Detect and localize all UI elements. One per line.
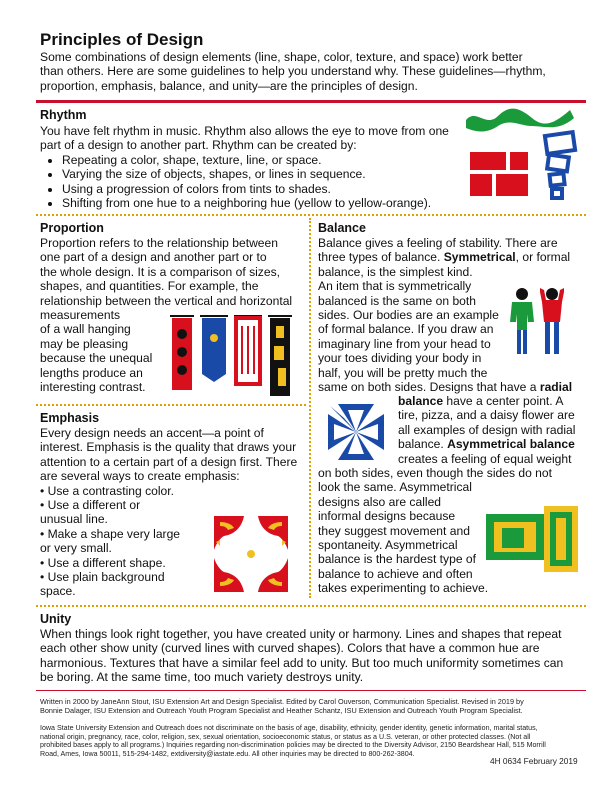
proportion-line: measurements — [40, 308, 120, 323]
section-divider — [36, 214, 586, 216]
balance-line: look the same. Asymmetrical — [318, 480, 472, 495]
radial-term: balance — [398, 394, 444, 408]
wall-hangings-illustration — [168, 312, 296, 398]
balance-line: An item that is symmetrically — [318, 279, 472, 294]
balance-line — [398, 394, 575, 408]
unity-heading: Unity — [40, 612, 72, 626]
credits-line: Bonnie Dalager, ISU Extension and Outreach Youth Program Specialist and Heather Schantz, ISU Extension and Outreach Youth Program Specialist. — [40, 706, 523, 715]
emphasis-line: interest. Emphasis is the quality that draws your — [40, 440, 297, 455]
balance-line: half, you will be pretty much the — [318, 365, 488, 380]
intro-line: proportion, emphasis, balance, and unity—are the principles of design. — [40, 78, 418, 93]
balance-line: designs also are called — [318, 494, 442, 509]
proportion-line: may be pleasing — [40, 336, 129, 351]
rhythm-body — [40, 124, 470, 210]
asymmetrical-term: Asymmetrical balance — [447, 437, 575, 452]
balance-text: balance. — [398, 437, 448, 452]
list-item: • Using a progression of colors from tints to shades. — [62, 182, 470, 196]
symmetrical-figures-illustration — [508, 286, 568, 358]
balance-line: balance is the hardest type of — [318, 552, 476, 567]
proportion-line: of a wall hanging — [40, 322, 131, 337]
proportion-line: shapes, and quantities. For example, the — [40, 279, 259, 294]
emphasis-line: are several ways to create emphasis: — [40, 469, 240, 484]
proportion-line: the whole design. It is a comparison of sizes, — [40, 264, 280, 279]
emphasis-line: or very small. — [40, 541, 112, 556]
list-item: • Varying the size of objects, shapes, or lines in sequence. — [62, 167, 470, 181]
emphasis-line: • Use a contrasting color. — [40, 483, 174, 498]
intro-line: than others. Here are some guidelines to help you understand why. These guidelines—rhythm, — [40, 64, 546, 79]
emphasis-line: • Use a different shape. — [40, 555, 166, 570]
emphasis-heading: Emphasis — [40, 411, 100, 425]
asymmetrical-illustration — [484, 504, 580, 574]
credits-line: Written in 2000 by JaneAnn Stout, ISU Extension Art and Design Specialist. Edited by Carol Ouverson, Communication Specialist. Revised in 2019 by — [40, 697, 524, 706]
balance-line: of formal balance. If you draw an — [318, 322, 494, 337]
rhythm-heading: Rhythm — [40, 108, 87, 122]
publication-code: 4H 0634 February 2019 — [490, 756, 578, 766]
title-divider — [36, 100, 586, 103]
rhythm-line: part of a design to another part. Rhythm can be created by: — [40, 138, 357, 153]
balance-body-radial — [398, 394, 575, 466]
unity-body — [40, 627, 563, 685]
emphasis-line: Every design needs an accent—a point of — [40, 426, 264, 440]
emphasis-line: • Make a shape very large — [40, 526, 181, 541]
unity-line: When things look right together, you have created unity or harmony. Lines and shapes that repeat — [40, 627, 562, 641]
balance-line: informal designs because — [318, 509, 456, 524]
rhythm-list — [40, 153, 470, 211]
balance-line: all examples of design with radial — [398, 422, 576, 437]
unity-line: be boring. At the same time, too much variety destroys unity. — [40, 670, 364, 685]
balance-text: , or formal — [515, 250, 571, 265]
page-title: Principles of Design — [40, 30, 204, 49]
section-divider — [36, 605, 586, 607]
balance-line: balanced is the same on both — [318, 293, 476, 308]
balance-line — [318, 250, 572, 264]
statement-line: national origin, pregnancy, race, color, religion, sex, sexual orientation, socioeconomic status, or status as a U.S. veteran, or other protected classes. (Not all — [40, 732, 531, 741]
credits — [40, 697, 524, 715]
rhythm-illustration — [462, 104, 586, 202]
proportion-line: lengths produce an — [40, 365, 143, 380]
balance-line: takes experimenting to achieve. — [318, 581, 489, 596]
proportion-line: Proportion refers to the relationship between — [40, 236, 278, 250]
intro-paragraph — [40, 50, 580, 93]
radial-term: radial — [539, 380, 573, 395]
section-divider — [36, 404, 306, 406]
intro-line: Some combinations of design elements (line, shape, color, texture, and space) work better — [40, 50, 523, 64]
emphasis-line: • Use plain background — [40, 570, 165, 585]
balance-line: creates a feeling of equal weight — [398, 451, 572, 466]
proportion-line: one part of a design and another part or to — [40, 250, 267, 265]
balance-line: tire, pizza, and a daisy flower are — [398, 408, 575, 423]
balance-line: they suggest movement and — [318, 523, 470, 538]
statement-line: Iowa State University Extension and Outreach does not discriminate on the basis of age, disability, ethnicity, gender identity, genetic information, marital status, — [40, 724, 538, 732]
radial-illustration — [324, 400, 388, 464]
statement-line: prohibited bases apply to all programs.) Inquiries regarding non-discrimination policies may be directed to the Diversity Advisor, 2150 Beardshear Hall, 515 Morrill — [40, 741, 546, 750]
balance-line: spontaneity. Asymmetrical — [318, 538, 458, 553]
nondiscrimination-statement — [40, 724, 546, 758]
balance-line: balance, is the simplest kind. — [318, 264, 473, 279]
balance-line: sides. Our bodies are an example — [318, 308, 499, 323]
balance-text: same on both sides. Designs that have a — [318, 380, 540, 395]
balance-line: Balance gives a feeling of stability. There are — [318, 236, 558, 250]
symmetrical-term: Symmetrical — [443, 250, 516, 265]
balance-line: balance to achieve and often — [318, 566, 473, 581]
unity-line: each other show unity (curved lines with curved shapes). Colors that have a common hue are — [40, 641, 540, 656]
column-divider — [309, 218, 311, 598]
list-item: • Shifting from one hue to a neighboring hue (yellow to yellow-orange). — [62, 196, 470, 210]
emphasis-line: • Use a different or — [40, 498, 141, 513]
list-item: • Repeating a color, shape, texture, line, or space. — [62, 153, 470, 167]
emphasis-line: space. — [40, 584, 76, 599]
emphasis-line: attention to a certain part of a design first. There — [40, 454, 298, 469]
proportion-line: relationship between the vertical and horizontal — [40, 293, 293, 308]
statement-line: Road, Ames, Iowa 50011, 515-294-1482, extdiversity@iastate.edu. All other inquiries may be directed to 800-262-3804. — [40, 749, 415, 758]
balance-line: imaginary line from your head to — [318, 336, 491, 351]
emphasis-line: unusual line. — [40, 512, 108, 527]
proportion-line: because the unequal — [40, 351, 153, 366]
balance-line: on both sides, even though the sides do not — [318, 466, 552, 480]
emphasis-illustration — [206, 512, 296, 596]
balance-heading: Balance — [318, 221, 366, 235]
proportion-heading: Proportion — [40, 221, 104, 235]
balance-text: have a center point. A — [443, 394, 564, 408]
unity-line: harmonious. Textures that have a similar feel add to unity. But too much uniformity sometimes can — [40, 655, 564, 670]
balance-text: three types of balance. — [318, 250, 444, 265]
balance-line: your toes dividing your body in — [318, 351, 482, 366]
balance-line — [318, 380, 572, 394]
balance-line — [398, 437, 575, 451]
footer-divider — [36, 690, 586, 691]
proportion-line: interesting contrast. — [40, 380, 146, 395]
rhythm-line: You have felt rhythm in music. Rhythm also allows the eye to move from one — [40, 124, 449, 138]
